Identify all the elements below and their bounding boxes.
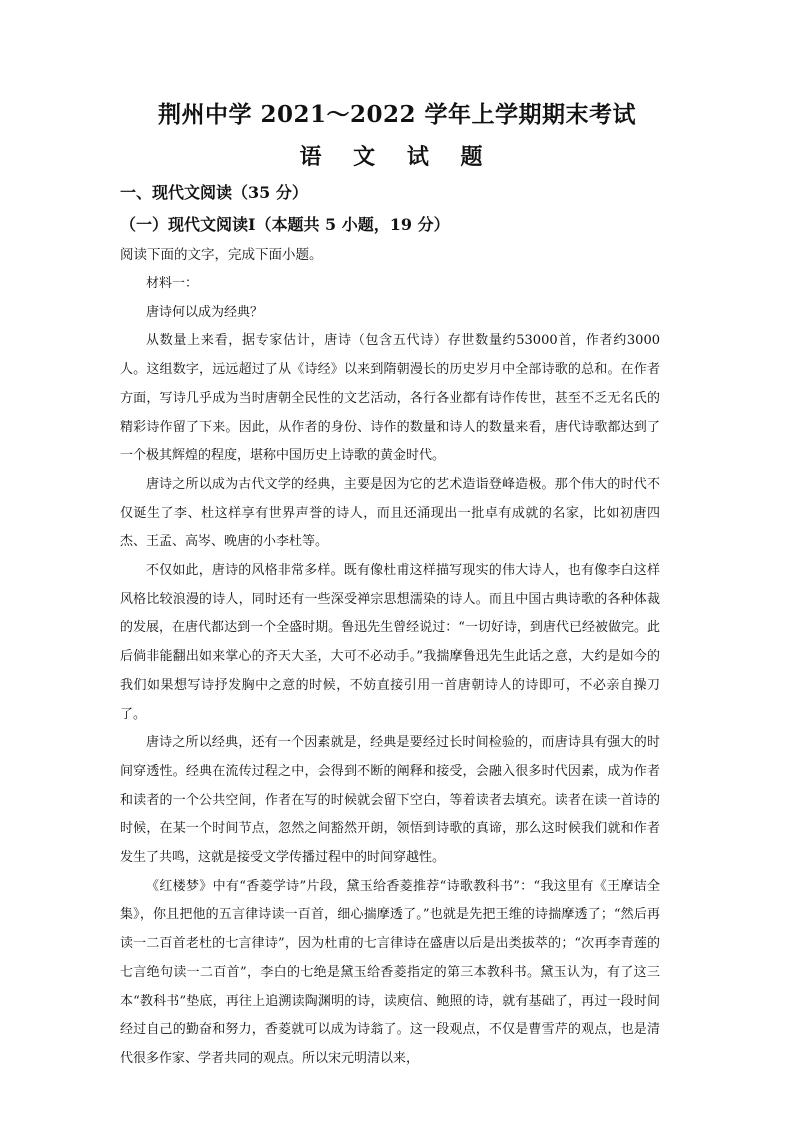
section-heading: 一、现代文阅读（35 分） [120, 183, 308, 202]
passage-paragraph: 唐诗之所以成为古代文学的经典，主要是因为它的艺术造诣登峰造极。那个伟大的时代不仅诞生了李、杜这样享有世界声誉的诗人，而且还涌现出一批卓有成就的名家，比如初唐四杰、王孟、高岑、晚唐的小李杜等。 [120, 476, 660, 550]
reading-instruction: 阅读下面的文字，完成下面小题。 [120, 247, 323, 263]
exam-title: 荆州中学 2021～2022 学年上学期期末考试 [157, 101, 637, 128]
reading-passage [120, 270, 660, 1074]
subsection-heading: （一）现代文阅读Ⅰ（本题共 5 小题，19 分） [120, 215, 450, 234]
passage-paragraph: 不仅如此，唐诗的风格非常多样。既有像杜甫这样描写现实的伟大诗人，也有像李白这样风格比较浪漫的诗人，同时还有一些深受禅宗思想濡染的诗人。而且中国古典诗歌的各种体裁的发展，在唐代都达到一个全盛时期。鲁迅先生曾经说过：“一切好诗，到唐代已经被做完。此后倘非能翻出如来掌心的齐天大圣，大可不必动手。”我揣摩鲁迅先生此话之意，大约是如今的我们如果想写诗抒发胸中之意的时候，不妨直接引用一首唐朝诗人的诗即可，不必亲自操刀了。 [120, 563, 660, 722]
passage-paragraph: 《红楼梦》中有“香菱学诗”片段，黛玉给香菱推荐“诗歌教科书”：“我这里有《王摩诘全集》，你且把他的五言律诗读一百首，细心揣摩透了。”也就是先把王维的诗揣摩透了；“然后再读一二百首老杜的七言律诗”，因为杜甫的七言律诗在盛唐以后是出类拔萃的；“次再李青莲的七言绝句读一二百首”，李白的七绝是黛玉给香菱指定的第三本教科书。黛玉认为，有了这三本“教科书”垫底，再往上追溯读陶渊明的诗，读庾信、鲍照的诗，就有基础了，再过一段时间经过自己的勤奋和努力，香菱就可以成为诗翁了。这一段观点，不仅是曹雪芹的观点，也是清代很多作家、学者共同的观点。所以宋元明清以来， [120, 878, 660, 1066]
material-label: 材料一： [146, 276, 199, 291]
material-question: 唐诗何以成为经典？ [146, 304, 264, 320]
passage-paragraph: 唐诗之所以经典，还有一个因素就是，经典是要经过长时间检验的，而唐诗具有强大的时间穿透性。经典在流传过程之中，会得到不断的阐释和接受，会融入很多时代因素，成为作者和读者的一个公共空间，作者在写的时候就会留下空白，等着读者去填充。读者在读一首诗的时候，在某一个时间节点，忽然之间豁然开朗，领悟到诗歌的真谛，那么这时候我们就和作者发生了共鸣，这就是接受文学传播过程中的时间穿越性。 [120, 735, 660, 866]
exam-subtitle: 语 文 试 题 [299, 144, 495, 170]
passage-paragraph: 从数量上来看，据专家估计，唐诗（包含五代诗）存世数量约53000首，作者约3000人。这组数字，远远超过了从《诗经》以来到隋朝漫长的历史岁月中全部诗歌的总和。在作者方面，写诗几乎成为当时唐朝全民性的文艺活动，各行各业都有诗作传世，甚至不乏无名氏的精彩诗作留了下来。因此，从作者的身份、诗作的数量和诗人的数量来看，唐代诗歌都达到了一个极其辉煌的程度，堪称中国历史上诗歌的黄金时代。 [120, 333, 660, 464]
